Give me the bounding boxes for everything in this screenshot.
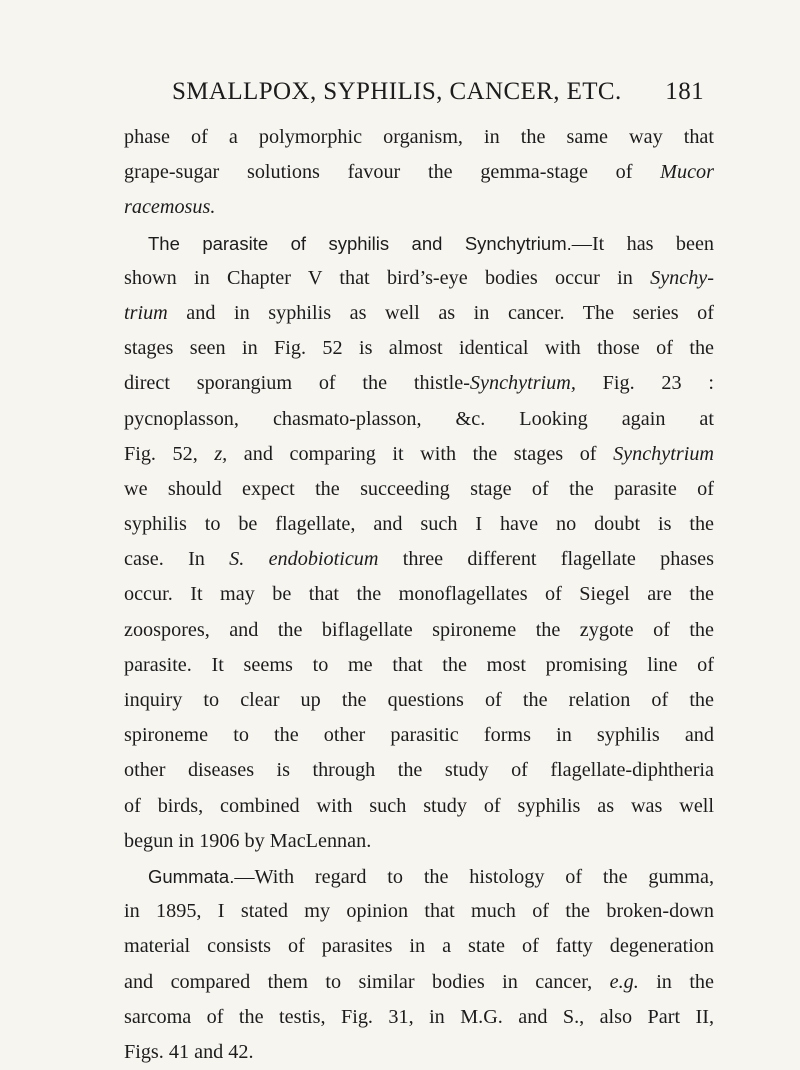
text-line: grape-sugar solutions favour the gemma-stage of Mucor	[124, 161, 714, 184]
text-line: pycnoplasson, chasmato-plasson, &c. Looking again at	[124, 407, 714, 430]
text-line: in 1895, I stated my opinion that much of the broken-down	[124, 900, 714, 923]
text-line: occur. It may be that the monoflagellates of Siegel are the	[124, 583, 714, 606]
section-heading-gummata: Gummata.	[148, 865, 235, 887]
text-line: begun in 1906 by MacLennan.	[124, 829, 372, 852]
page-number: 181	[665, 78, 704, 105]
text-line: material consists of parasites in a state of fatty degeneration	[124, 935, 714, 958]
text-line: and compared them to similar bodies in cancer, e.g. in the	[124, 970, 714, 993]
running-head-title: SMALLPOX, SYPHILIS, CANCER, ETC.	[172, 78, 622, 105]
text-line: trium and in syphilis as well as in cancer. The series of	[124, 301, 714, 324]
text-line: sarcoma of the testis, Fig. 31, in M.G. and S., also Part II,	[124, 1005, 714, 1028]
text-line: Fig. 52, z, and comparing it with the stages of Synchytrium	[124, 442, 714, 465]
section-heading-line: Gummata.—With regard to the histology of the gumma,	[148, 865, 714, 888]
text-line: phase of a polymorphic organism, in the same way that	[124, 126, 714, 148]
text-line: zoospores, and the biflagellate spironeme the zygote of the	[124, 618, 714, 641]
text-line: syphilis to be flagellate, and such I have no doubt is the	[124, 513, 714, 536]
text-line: other diseases is through the study of flagellate-diphtheria	[124, 759, 714, 782]
text-line: we should expect the succeeding stage of the parasite of	[124, 477, 714, 500]
text-line: inquiry to clear up the questions of the relation of the	[124, 689, 714, 711]
running-head	[172, 74, 704, 110]
text-line: racemosus.	[124, 196, 216, 219]
text-line: case. In S. endobioticum three different flagellate phases	[124, 548, 714, 571]
text-line: stages seen in Fig. 52 is almost identical with those of the	[124, 337, 714, 360]
body-text	[124, 120, 714, 1070]
text-line: parasite. It seems to me that the most promising line of	[124, 653, 714, 676]
text-line: spironeme to the other parasitic forms in syphilis and	[124, 724, 714, 747]
text-line: Figs. 41 and 42.	[124, 1040, 254, 1063]
text-line: direct sporangium of the thistle-Synchytrium, Fig. 23 :	[124, 372, 714, 395]
section-heading-line: The parasite of syphilis and Synchytrium.—It has been	[148, 232, 714, 255]
text-line: shown in Chapter V that bird’s-eye bodies occur in Synchy-	[124, 266, 714, 289]
text-line: of birds, combined with such study of syphilis as was well	[124, 794, 714, 817]
section-heading-syphilis-synchytrium: The parasite of syphilis and Synchytrium.	[148, 232, 572, 254]
